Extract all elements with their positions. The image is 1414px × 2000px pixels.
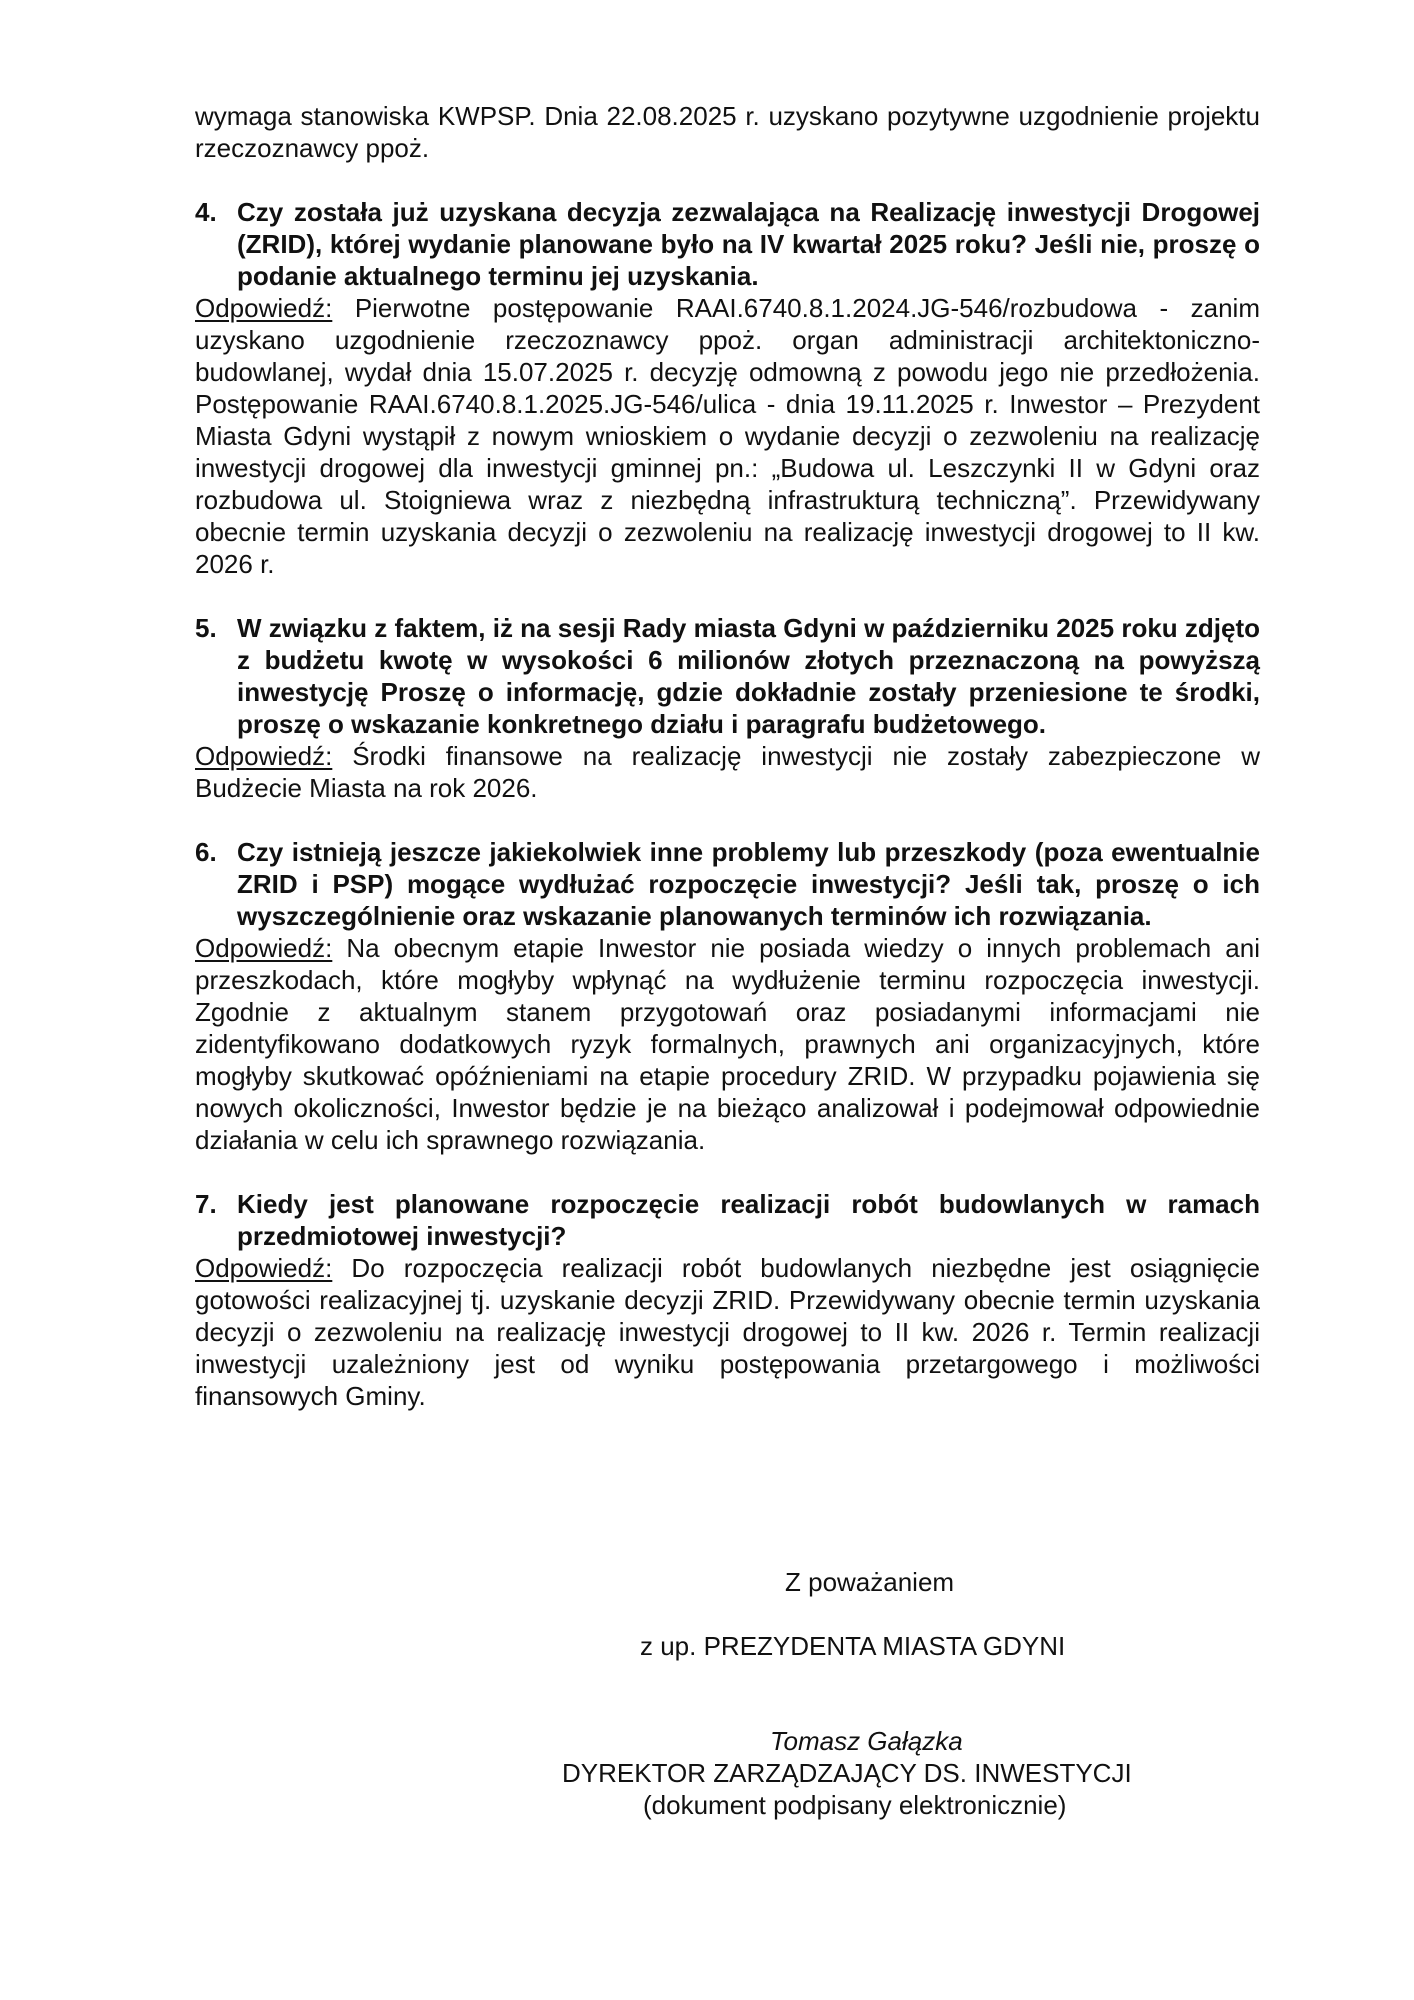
answer-text: Do rozpoczęcia realizacji robót budowlanych niezbędne jest osiągnięcie gotowości realizacyjnej tj. uzyskanie decyzji ZRID. Przewidywany obecnie termin uzyskania decyzji o zezwoleniu na realizację inwestycji drogowej to II kw. 2026 r. Termin realizacji inwestycji uzależniony jest od wyniku postępowania przetargowego i możliwości finansowych Gminy.	[195, 1253, 1260, 1411]
answer-label: Odpowiedź:	[195, 741, 333, 771]
qa-item-7	[195, 1188, 1260, 1412]
document-body	[195, 100, 1260, 1444]
question-number: 6.	[195, 837, 217, 867]
lead-paragraph: wymaga stanowiska KWPSP. Dnia 22.08.2025 r. uzyskano pozytywne uzgodnienie projektu rzeczoznawcy ppoż.	[195, 101, 1260, 163]
qa-item-4	[195, 196, 1260, 580]
question-text: Czy została już uzyskana decyzja zezwalająca na Realizację inwestycji Drogowej (ZRID), której wydanie planowane było na IV kwartał 2025 roku? Jeśli nie, proszę o podanie aktualnego terminu jej uzyskania.	[237, 197, 1260, 291]
answer	[195, 740, 1260, 804]
answer	[195, 1252, 1260, 1412]
answer-text: Środki finansowe na realizację inwestycji nie zostały zabezpieczone w Budżecie Miasta na rok 2026.	[195, 741, 1260, 803]
question	[195, 1188, 1260, 1252]
answer-text: Na obecnym etapie Inwestor nie posiada wiedzy o innych problemach ani przeszkodach, które mogłyby wpłynąć na wydłużenie terminu rozpoczęcia inwestycji. Zgodnie z aktualnym stanem przygotowań oraz posiadanymi informacjami nie zidentyfikowano dodatkowych ryzyk formalnych, prawnych ani organizacyjnych, które mogłyby skutkować opóźnieniami na etapie procedury ZRID. W przypadku pojawienia się nowych okoliczności, Inwestor będzie je na bieżąco analizował i podejmował odpowiednie działania w celu ich sprawnego rozwiązania.	[195, 933, 1260, 1155]
answer-label: Odpowiedź:	[195, 293, 333, 323]
question-text: Czy istnieją jeszcze jakiekolwiek inne problemy lub przeszkody (poza ewentualnie ZRID i PSP) mogące wydłużać rozpoczęcie inwestycji? Jeśli tak, proszę o ich wyszczególnienie oraz wskazanie planowanych terminów ich rozwiązania.	[237, 837, 1260, 931]
question-number: 7.	[195, 1189, 217, 1219]
question	[195, 196, 1260, 292]
question-number: 5.	[195, 613, 217, 643]
qa-item-5	[195, 612, 1260, 804]
on-behalf-line: z up. PREZYDENTA MIASTA GDYNI	[640, 1631, 1066, 1661]
question	[195, 612, 1260, 740]
answer-label: Odpowiedź:	[195, 933, 333, 963]
question-text: Kiedy jest planowane rozpoczęcie realizacji robót budowlanych w ramach przedmiotowej inwestycji?	[237, 1189, 1260, 1251]
answer	[195, 932, 1260, 1156]
answer-label: Odpowiedź:	[195, 1253, 333, 1283]
signature-note: (dokument podpisany elektronicznie)	[643, 1790, 1067, 1820]
question-text: W związku z faktem, iż na sesji Rady miasta Gdyni w październiku 2025 roku zdjęto z budżetu kwotę w wysokości 6 milionów złotych przeznaczoną na powyższą inwestycję Proszę o informację, gdzie dokładnie zostały przeniesione te środki, proszę o wskazanie konkretnego działu i paragrafu budżetowego.	[237, 613, 1260, 739]
closing-greeting: Z poważaniem	[785, 1567, 955, 1597]
answer-text: Pierwotne postępowanie RAAI.6740.8.1.2024.JG-546/rozbudowa - zanim uzyskano uzgodnienie rzeczoznawcy ppoż. organ administracji architektoniczno-budowlanej, wydał dnia 15.07.2025 r. decyzję odmowną z powodu jego nie przedłożenia. Postępowanie RAAI.6740.8.1.2025.JG-546/ulica - dnia 19.11.2025 r. Inwestor – Prezydent Miasta Gdyni wystąpił z nowym wnioskiem o wydanie decyzji o zezwoleniu na realizację inwestycji drogowej dla inwestycji gminnej pn.: „Budowa ul. Leszczynki II w Gdyni oraz rozbudowa ul. Stoigniewa wraz z niezbędną infrastrukturą techniczną”. Przewidywany obecnie termin uzyskania decyzji o zezwoleniu na realizację inwestycji drogowej to II kw. 2026 r.	[195, 293, 1260, 579]
answer	[195, 292, 1260, 580]
signer-title: DYREKTOR ZARZĄDZAJĄCY DS. INWESTYCJI	[562, 1758, 1132, 1788]
question-number: 4.	[195, 197, 217, 227]
question	[195, 836, 1260, 932]
signer-name: Tomasz Gałązka	[770, 1726, 963, 1756]
qa-item-6	[195, 836, 1260, 1156]
